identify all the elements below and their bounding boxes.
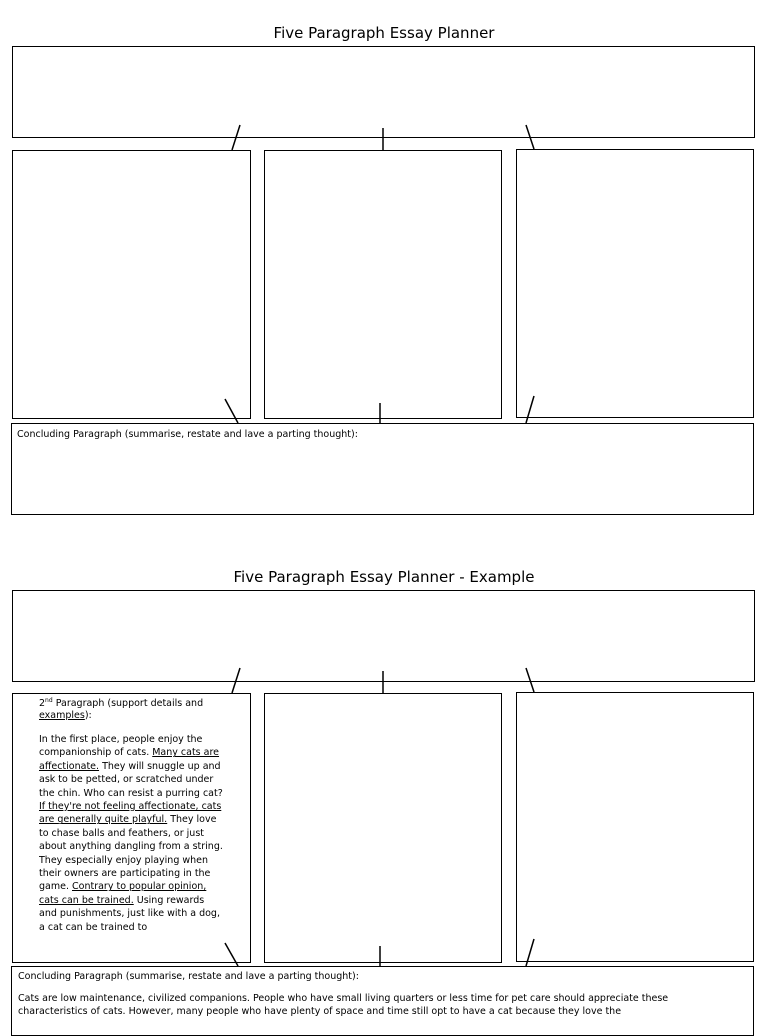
planner-title: Five Paragraph Essay Planner <box>273 24 495 42</box>
underlined-phrase: If they're not feeling affectionate, cats are generally quite playful. <box>39 801 222 826</box>
heading-ordinal: nd <box>45 696 53 704</box>
heading-number: 2 <box>39 698 46 709</box>
concluding-paragraph-box[interactable] <box>11 423 754 515</box>
paragraph-phrase: They love to chase balls and feathers, or just about anything dangling from a string. They especially enjoy playing when their owners are participating in the game. <box>39 814 223 893</box>
heading-text: Paragraph (support details and <box>52 698 204 709</box>
example-concluding-text: Cats are low maintenance, civilized companions. People who have small living quarters or less time for pet care should appreciate these characteristics of cats. However, many people who have plenty of space and time still opt to have a cat because they love the <box>18 993 669 1018</box>
body-paragraph-2-box[interactable] <box>264 150 502 419</box>
intro-paragraph-box[interactable] <box>12 46 755 138</box>
paragraph-phrase: They will snuggle up and ask to be petted, or scratched under the chin. Who can resist a purring cat? <box>39 760 223 799</box>
example-concluding-paragraph-box[interactable] <box>11 966 754 1036</box>
example-body-paragraph-2-box[interactable] <box>264 693 502 963</box>
paragraph-phrase: Using rewards and punishments, just like with a dog, a cat can be trained to <box>39 894 220 933</box>
underlined-phrase: Many cats are affectionate. <box>39 747 220 772</box>
example-body-paragraph-1-box[interactable] <box>12 693 251 963</box>
heading-examples: examples <box>39 710 85 721</box>
body-paragraph-3-box[interactable] <box>516 149 754 418</box>
second-paragraph-text <box>39 733 224 944</box>
example-title: Five Paragraph Essay Planner - Example <box>233 568 535 586</box>
example-concluding-label: Concluding Paragraph (summarise, restate and lave a parting thought): <box>18 971 359 982</box>
heading-end: ): <box>84 710 92 721</box>
example-intro-paragraph-box[interactable] <box>12 590 755 682</box>
underlined-phrase: Contrary to popular opinion, cats can be trained. <box>39 881 207 906</box>
body-paragraph-1-box[interactable] <box>12 150 251 419</box>
paragraph-phrase: In the first place, people enjoy the companionship of cats. <box>39 734 203 759</box>
example-body-paragraph-3-box[interactable] <box>516 692 754 962</box>
second-paragraph-heading <box>39 698 224 722</box>
concluding-label: Concluding Paragraph (summarise, restate and lave a parting thought): <box>17 429 358 440</box>
